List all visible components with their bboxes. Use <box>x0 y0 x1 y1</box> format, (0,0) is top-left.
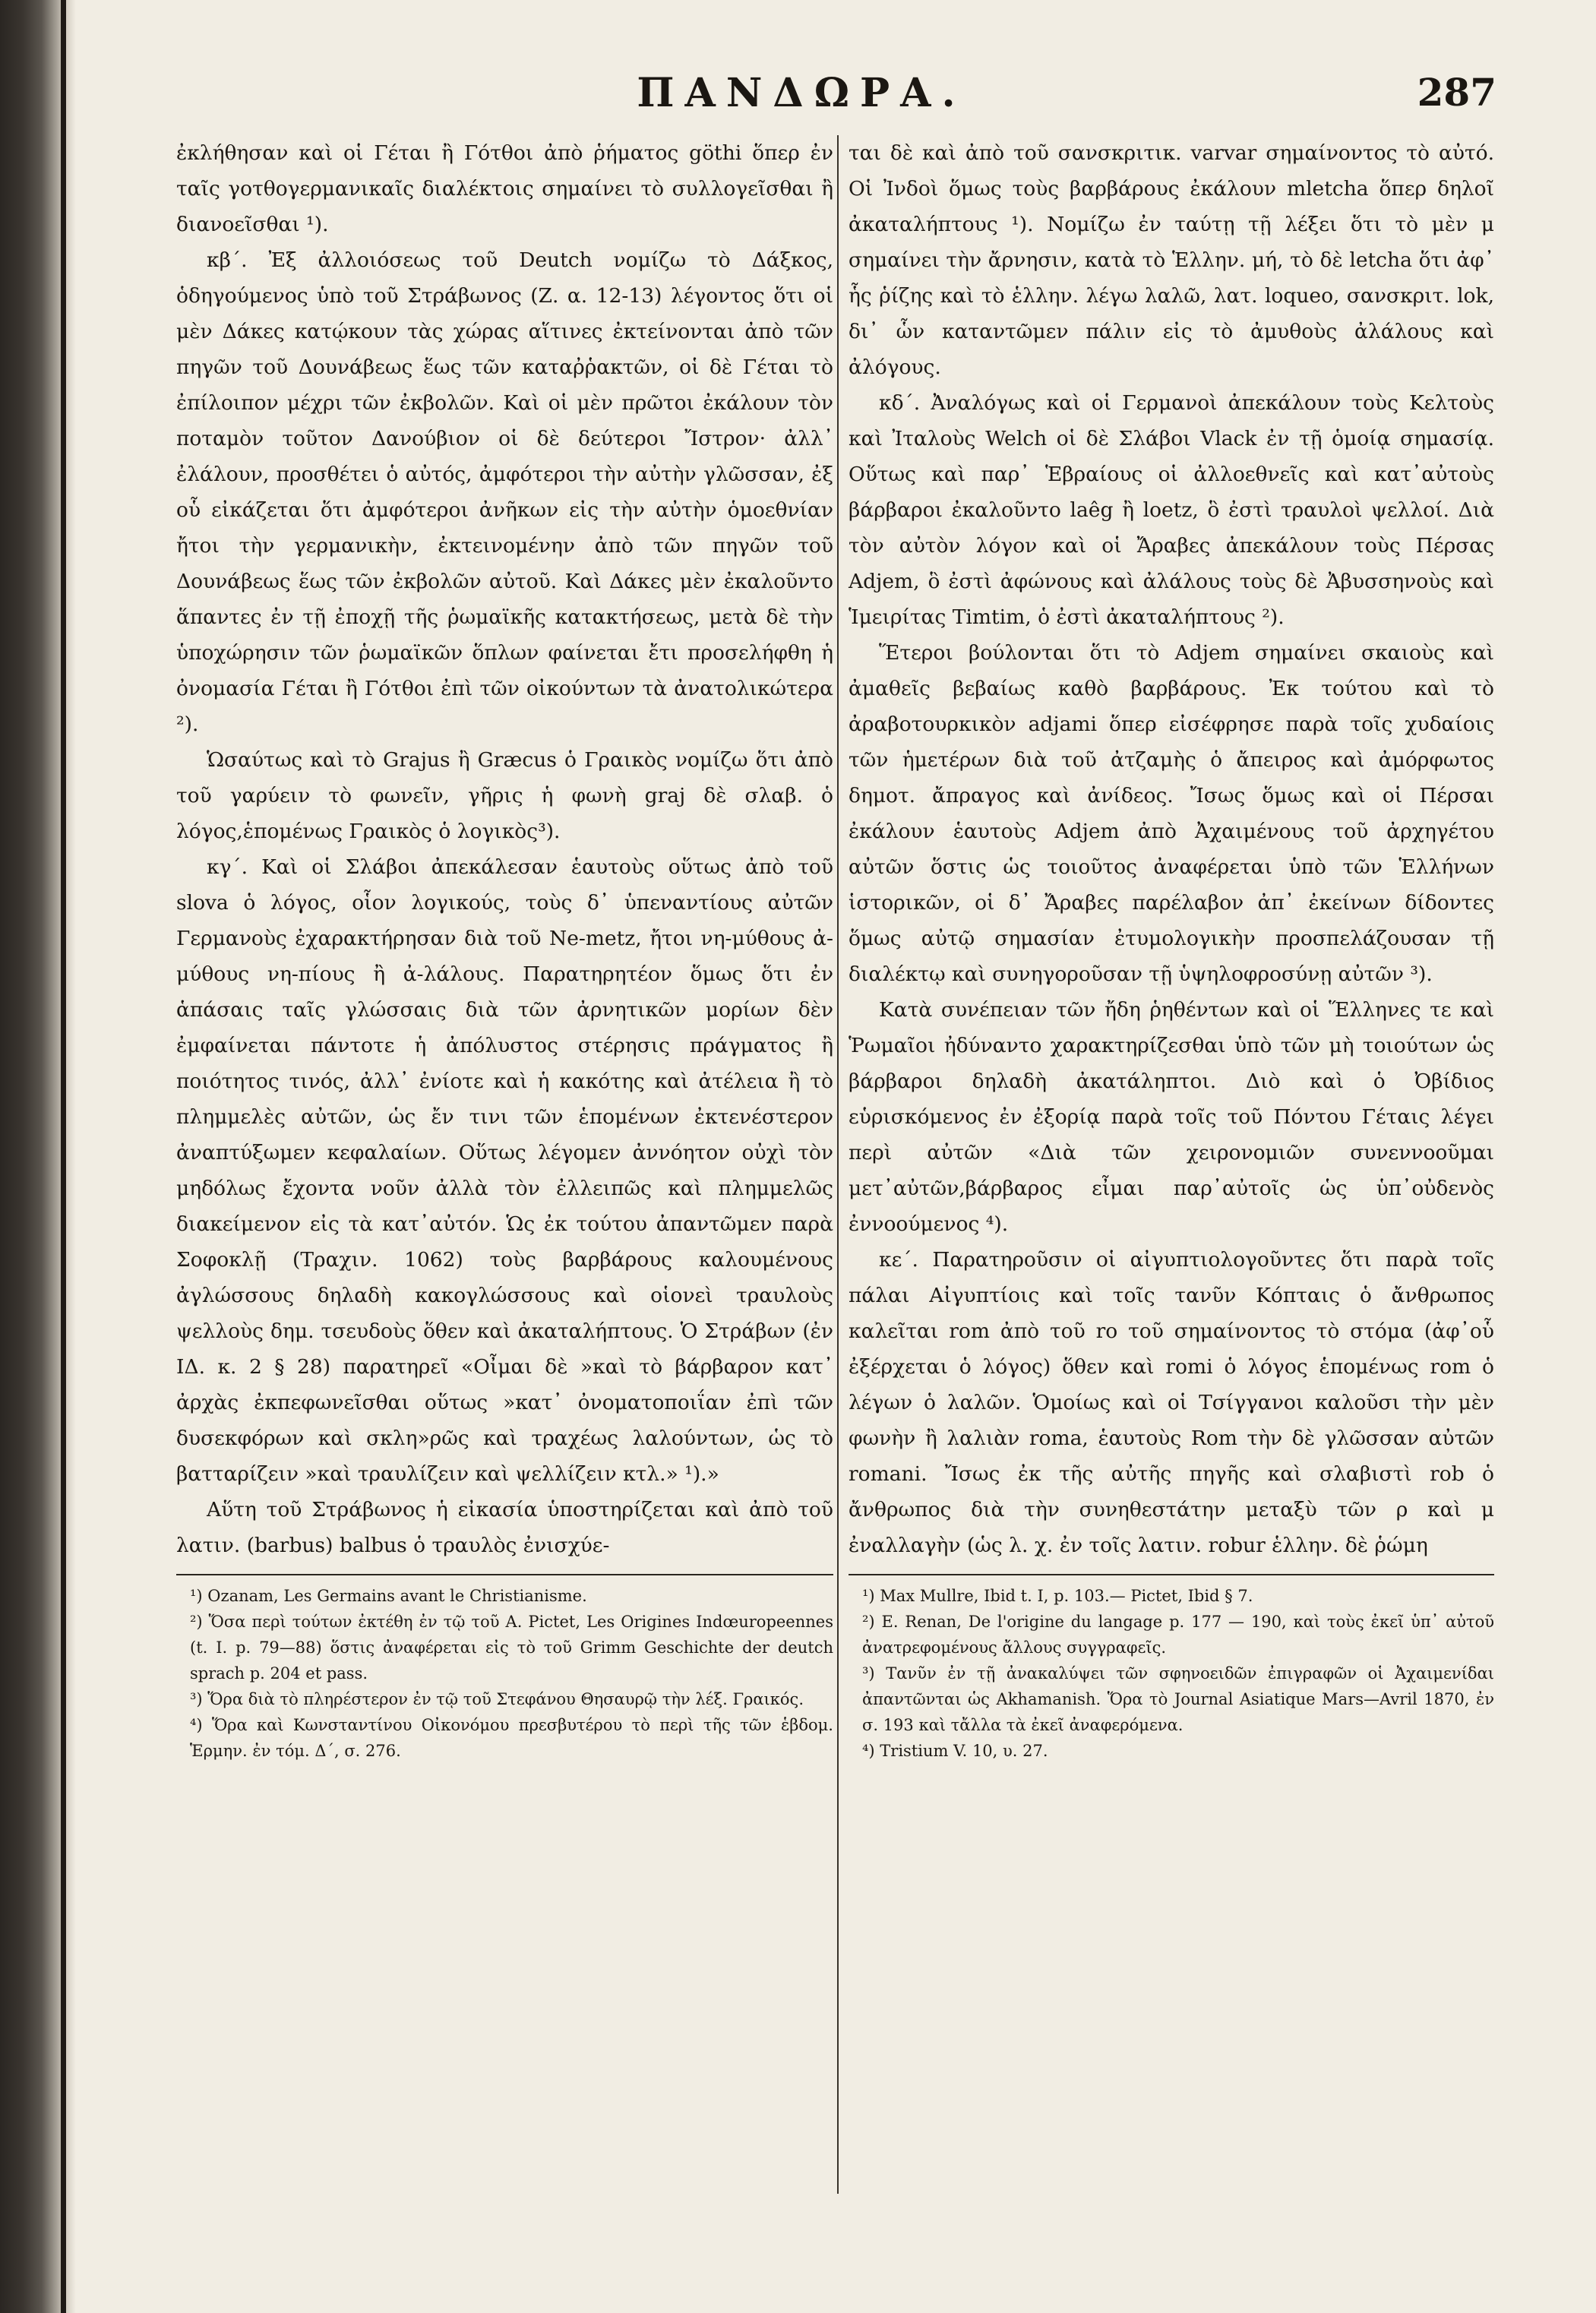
footnote: ²) E. Renan, De l'origine du langage p. 177 — 190, καὶ τοὺς ἐκεῖ ὑπ᾽ αὐτοῦ ἀνατρεφομένους ἄλλους συγγραφεῖς. <box>862 1613 1494 1657</box>
footnote: ³) Ὅρα διὰ τὸ πληρέστερον ἐν τῷ τοῦ Στεφάνου Θησαυρῷ τὴν λέξ. Γραικός. <box>190 1690 804 1708</box>
journal-title: ΠΑΝΔΩΡΑ. <box>637 70 966 116</box>
running-header <box>106 70 1496 123</box>
paragraph: ται δὲ καὶ ἀπὸ τοῦ σανσκριτικ. varvar σημαίνοντος τὸ αὐτό. Οἱ Ἰνδοὶ ὅμως τοὺς βαρβάρους ἐκάλουν mletcha ὅπερ δηλοῖ ἀκαταλήπτους ¹). Νομίζω ἐν ταύτῃ τῇ λέξει ὅτι τὸ μὲν μ σημαίνει τὴν ἄρνησιν, κατὰ τὸ Ἑλλην. μή, τὸ δὲ letcha ὅτι ἀφ᾽ ἧς ῥίζης καὶ τὸ ἑλλην. λέγω λαλῶ, λατ. loqueo, σανσκριτ. lok, δι᾽ ὧν καταντῶμεν πάλιν εἰς τὸ ἀμυθοὺς ἀλάλους καὶ ἀλόγους. <box>849 141 1494 379</box>
paragraph: ἐκλήθησαν καὶ οἱ Γέται ἢ Γότθοι ἀπὸ ῥήματος göthi ὅπερ ἐν ταῖς γοτθογερμανικαῖς διαλέκτοις σημαίνει τὸ συλλογεῖσθαι ἢ διανοεῖσθαι ¹). <box>176 141 833 236</box>
paragraph: Ὡσαύτως καὶ τὸ Grajus ἢ Græcus ὁ Γραικὸς νομίζω ὅτι ἀπὸ τοῦ γαρύειν τὸ φωνεῖν, γῆρις ἡ φωνὴ graj δὲ σλαβ. ὁ λόγος,ἑπομένως Γραικὸς ὁ λογικὸς³). <box>176 748 833 843</box>
paragraph: Ἕτεροι βούλονται ὅτι τὸ Adjem σημαίνει σκαιοὺς καὶ ἀμαθεῖς βεβαίως καθὸ βαρβάρους. Ἐκ τούτου καὶ τὸ ἀραβοτουρκικὸν adjami ὅπερ εἰσέφρησε παρὰ τοῖς χυδαίοις τῶν ἡμετέρων διὰ τοῦ ἀτζαμὴς ὁ ἄπειρος καὶ ἀμόρφωτος δημοτ. ἄπραγος καὶ ἀνίδεος. Ἴσως ὅμως καὶ οἱ Πέρσαι ἐκάλουν ἑαυτοὺς Adjem ἀπὸ Ἀχαιμένους τοῦ ἀρχηγέτου αὐτῶν ὅστις ὡς τοιοῦτος ἀναφέρεται ὑπὸ τῶν Ἑλλήνων ἱστορικῶν, οἱ δ᾽ Ἄραβες παρέλαβον ἀπ᾽ ἐκείνων δίδοντες ὅμως αὐτῷ σημασίαν ἐτυμολογικὴν προσπελάζουσαν τῇ διαλέκτῳ καὶ συνηγοροῦσαν τῇ ὑψηλοφροσύνῃ αὐτῶν ³). <box>849 641 1494 986</box>
paragraph: Αὕτη τοῦ Στράβωνος ἡ εἰκασία ὑποστηρίζεται καὶ ἀπὸ τοῦ λατιν. (barbus) balbus ὁ τραυλὸς ἐνισχύε- <box>176 1498 833 1557</box>
footnote: ¹) Max Mullre, Ibid t. I, p. 103.— Pictet, Ibid § 7. <box>862 1587 1253 1605</box>
paragraph: κγ΄. Καὶ οἱ Σλάβοι ἀπεκάλεσαν ἑαυτοὺς οὕτως ἀπὸ τοῦ slova ὁ λόγος, οἷον λογικούς, τοὺς δ᾽ ὑπεναντίους αὐτῶν Γερμανοὺς ἐχαρακτήρησαν διὰ τοῦ Ne-metz, ἤτοι νη-μύθους ἀ-μύθους νη-πίους ἢ ἀ-λάλους. Παρατηρητέον ὅμως ὅτι ἐν ἁπάσαις ταῖς γλώσσαις διὰ τῶν ἀρνητικῶν μορίων δὲν ἐμφαίνεται πάντοτε ἡ ἀπόλυστος στέρησις πράγματος ἢ ποιότητος τινός, ἀλλ᾽ ἐνίοτε καὶ ἡ κακότης καὶ ἀτέλεια ἢ τὸ πλημμελὲς αὐτῶν, ὡς ἔν τινι τῶν ἑπομένων ἐκτενέστερον ἀναπτύξωμεν κεφαλαίων. Οὕτως λέγομεν ἀννόητον οὐχὶ τὸν μηδόλως ἔχοντα νοῦν ἀλλὰ τὸν ἐλλειπῶς καὶ πλημμελῶς διακείμενον εἰς τὰ κατ᾽αὐτόν. Ὡς ἐκ τούτου ἀπαντῶμεν παρὰ Σοφοκλῇ (Τραχιν. 1062) τοὺς βαρβάρους καλουμένους ἀγλώσσους δηλαδὴ κακογλώσσους καὶ οἱονεὶ τραυλοὺς ψελλοὺς δημ. τσευδοὺς ὅθεν καὶ ἀκαταλήπτους. Ὁ Στράβων (ἐν ΙΔ. κ. 2 § 28) παρατηρεῖ «Οἶμαι δὲ »καὶ τὸ βάρβαρον κατ᾽ ἀρχὰς ἐκπεφωνεῖσθαι οὕτως »κατ᾽ ὀνοματοποιΐαν ἐπὶ τῶν δυσεκφόρων καὶ σκλη»ρῶς καὶ τραχέως λαλούντων, ὡς τὸ βατταρίζειν »καὶ τραυλίζειν καὶ ψελλίζειν κτλ.» ¹).» <box>176 855 833 1486</box>
left-column <box>176 135 833 1764</box>
paragraph: κε΄. Παρατηροῦσιν οἱ αἰγυπτιολογοῦντες ὅτι παρὰ τοῖς πάλαι Αἰγυπτίοις καὶ τοῖς τανῦν Κόπταις ὁ ἄνθρωπος καλεῖται rom ἀπὸ τοῦ ro τοῦ σημαίνοντος τὸ στόμα (ἀφ᾽οὗ ἐξέρχεται ὁ λόγος) ὅθεν καὶ romi ὁ λόγος ἑπομένως rom ὁ λέγων ὁ λαλῶν. Ὁμοίως καὶ οἱ Τσίγγανοι καλοῦσι τὴν μὲν φωνὴν ἢ λαλιὰν roma, ἑαυτοὺς Rom τὴν δὲ γλῶσσαν αὐτῶν romani. Ἴσως ἐκ τῆς αὐτῆς πηγῆς καὶ σλαβιστὶ rob ὁ ἄνθρωπος διὰ τὴν συνηθεστάτην μεταξὺ τῶν ρ καὶ μ ἐναλλαγὴν (ὡς λ. χ. ἐν τοῖς λατιν. robur ἑλλην. δὲ ῥώμη <box>849 1248 1494 1557</box>
footnote-separator <box>176 1574 833 1575</box>
paragraph: κβ΄. Ἐξ ἀλλοιόσεως τοῦ Deutch νομίζω τὸ Δάξκος, ὁδηγούμενος ὑπὸ τοῦ Στράβωνος (Ζ. α. 12-13) λέγοντος ὅτι οἱ μὲν Δάκες κατῴκουν τὰς χώρας αἵτινες ἐκτείνονται ἀπὸ τῶν πηγῶν τοῦ Δουνάβεως ἕως τῶν καταῤῥακτῶν, οἱ δὲ Γέται τὸ ἐπίλοιπον μέχρι τῶν ἐκβολῶν. Καὶ οἱ μὲν πρῶτοι ἐκάλουν τὸν ποταμὸν τοῦτον Δανούβιον οἱ δὲ δεύτεροι Ἴστρον· ἀλλ᾽ ἐλάλουν, προσθέτει ὁ αὐτός, ἀμφότεροι τὴν αὐτὴν γλῶσσαν, ἐξ οὗ εἰκάζεται ὅτι ἀμφότεροι ἀνῆκων εἰς τὴν αὐτὴν ὁμοεθνίαν ἤτοι τὴν γερμανικὴν, ἐκτεινομένην ἀπὸ τῶν πηγῶν τοῦ Δουνάβεως ἕως τῶν ἐκβολῶν αὐτοῦ. Καὶ Δάκες μὲν ἐκαλοῦντο ἅπαντες ἐν τῇ ἐποχῇ τῆς ῥωμαϊκῆς κατακτήσεως, μετὰ δὲ τὴν ὑποχώρησιν τῶν ῥωμαϊκῶν ὅπλων φαίνεται ἔτι προσελήφθη ἡ ὀνομασία Γέται ἢ Γότθοι ἐπὶ τῶν οἰκούντων τὰ ἀνατολικώτερα ²). <box>176 248 833 736</box>
footnote: ⁴) Tristium V. 10, υ. 27. <box>862 1742 1048 1760</box>
footnote: ¹) Ozanam, Les Germains avant le Christianisme. <box>190 1587 587 1605</box>
paragraph: κδ΄. Ἀναλόγως καὶ οἱ Γερμανοὶ ἀπεκάλουν τοὺς Κελτοὺς καὶ Ἰταλοὺς Welch οἱ δὲ Σλάβοι Vlack ἐν τῇ ὁμοίᾳ σημασίᾳ. Οὕτως καὶ παρ᾽ Ἑβραίους οἱ ἀλλοεθνεῖς καὶ κατ᾽αὐτοὺς βάρβαροι ἐκαλοῦντο laêg ἢ loetz, ὃ ἐστὶ τραυλοὶ ψελλοί. Διὰ τὸν αὐτὸν λόγον καὶ οἱ Ἄραβες ἀπεκάλουν τοὺς Πέρσας Adjem, ὃ ἐστὶ ἀφώνους καὶ ἀλάλους τοὺς δὲ Ἀβυσσηνοὺς καὶ Ἱμειρίτας Timtim, ὁ ἐστὶ ἀκαταλήπτους ²). <box>849 391 1494 629</box>
column-divider <box>837 135 839 2194</box>
right-column <box>849 135 1494 1764</box>
binding-rule <box>61 0 66 2313</box>
page-number: 287 <box>1417 70 1496 115</box>
paragraph: Κατὰ συνέπειαν τῶν ἤδη ῥηθέντων καὶ οἱ Ἕλληνες τε καὶ Ῥωμαῖοι ἠδύναντο χαρακτηρίζεσθαι ὑπὸ τῶν μὴ τοιούτων ὡς βάρβαροι δηλαδὴ ἀκατάληπτοι. Διὸ καὶ ὁ Ὀβίδιος εὑρισκόμενος ἐν ἐξορίᾳ παρὰ τοῖς τοῦ Πόντου Γέταις λέγει περὶ αὐτῶν «Διὰ τῶν χειρονομιῶν συνεννοοῦμαι μετ᾽αὐτῶν,βάρβαρος εἶμαι παρ᾽αὐτοῖς ὡς ὑπ᾽οὐδενὸς ἐννοούμενος ⁴). <box>849 998 1494 1236</box>
footnote: ⁴) Ὅρα καὶ Κωνσταντίνου Οἰκονόμου πρεσβυτέρου τὸ περὶ τῆς τῶν ἑβδομ. Ἑρμην. ἐν τόμ. Δ΄, σ. 276. <box>190 1716 833 1760</box>
footnote-separator <box>849 1574 1494 1575</box>
footnote: ²) Ὅσα περὶ τούτων ἐκτέθη ἐν τῷ τοῦ A. Pictet, Les Origines Indœuropeennes (t. I. p. 79—88) ὅστις ἀναφέρεται εἰς τὸ τοῦ Grimm Geschichte der deutch sprach p. 204 et pass. <box>190 1613 833 1683</box>
footnote: ³) Τανῦν ἐν τῇ ἀνακαλύψει τῶν σφηνοειδῶν ἐπιγραφῶν οἱ Ἀχαιμενίδαι ἀπαντῶνται ὡς Akhamanish. Ὅρα τὸ Journal Asiatique Mars—Avril 1870, ἐν σ. 193 καὶ τἄλλα τὰ ἐκεῖ ἀναφερόμενα. <box>862 1664 1494 1734</box>
